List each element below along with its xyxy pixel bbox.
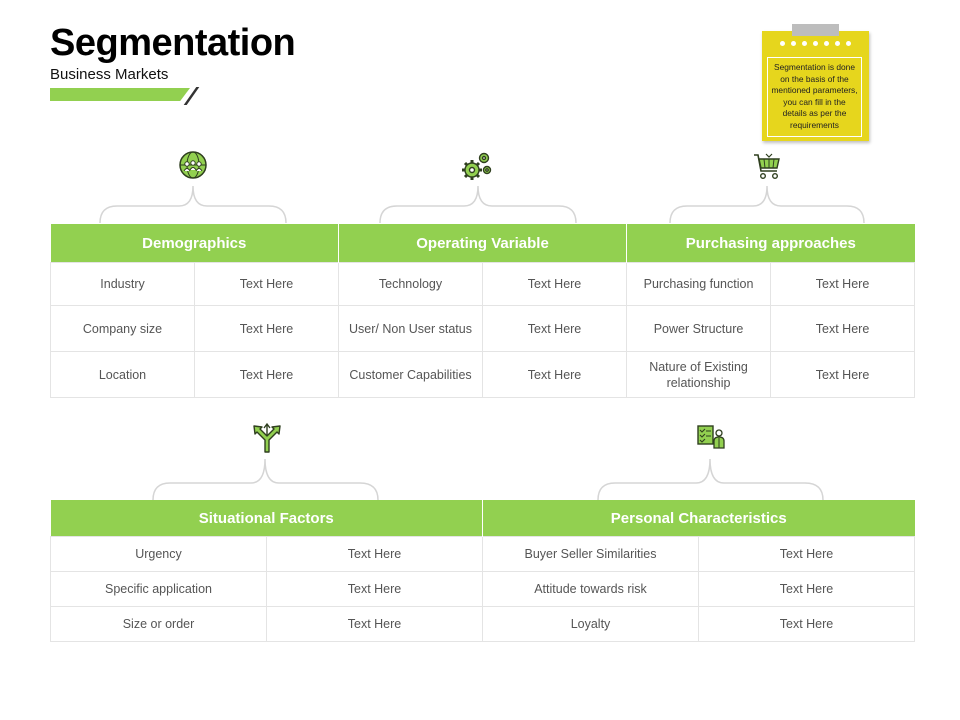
table-cell: Loyalty [483,607,699,642]
table-cell: Text Here [699,537,915,572]
header-personal-characteristics: Personal Characteristics [483,500,915,537]
table-cell: Industry [51,263,195,306]
table-header-row [51,224,915,263]
gears-icon [460,150,494,182]
table-row [51,537,915,572]
shopping-cart-icon [752,151,782,181]
sticky-note [762,31,869,141]
table-cell: Text Here [771,263,915,306]
note-tape [792,24,839,36]
table-cell: Text Here [483,352,627,398]
table-cell: Urgency [51,537,267,572]
table-cell: Text Here [267,572,483,607]
top-segmentation-table [50,224,915,398]
table-cell: Text Here [195,263,339,306]
table-cell: Company size [51,306,195,352]
situational-brace [152,455,382,501]
table-row [51,306,915,352]
table-cell: Customer Capabilities [339,352,483,398]
table-cell: Text Here [771,306,915,352]
table-cell: Text Here [195,352,339,398]
table-cell: Power Structure [627,306,771,352]
table-cell: Text Here [483,263,627,306]
table-cell: Size or order [51,607,267,642]
purchasing-brace [669,180,867,224]
header-situational-factors: Situational Factors [51,500,483,537]
header-purchasing-approaches: Purchasing approaches [627,224,915,263]
header-operating-variable: Operating Variable [339,224,627,263]
table-cell: Technology [339,263,483,306]
note-text: Segmentation is done on the basis of the mentioned parameters, you can fill in the details as per the requirements [767,57,862,137]
note-dots [766,41,865,46]
table-cell: Text Here [699,607,915,642]
operating-brace [379,180,579,224]
table-cell: Text Here [483,306,627,352]
table-cell: Specific application [51,572,267,607]
table-cell: Text Here [699,572,915,607]
people-globe-icon [178,150,208,180]
person-checklist-icon [696,424,726,450]
table-cell: Nature of Existing relationship [627,352,771,398]
accent-bar [50,88,190,101]
page-title: Segmentation [50,22,296,64]
table-cell: Text Here [267,607,483,642]
table-cell: Purchasing function [627,263,771,306]
bottom-segmentation-table [50,500,915,642]
demographics-brace [99,180,289,224]
table-cell: User/ Non User status [339,306,483,352]
personal-brace [597,455,827,501]
table-cell: Text Here [267,537,483,572]
table-cell: Text Here [771,352,915,398]
table-cell: Buyer Seller Similarities [483,537,699,572]
table-cell: Attitude towards risk [483,572,699,607]
table-cell: Text Here [195,306,339,352]
table-cell: Location [51,352,195,398]
split-arrows-icon [251,422,283,454]
table-header-row [51,500,915,537]
table-row [51,572,915,607]
header-demographics: Demographics [51,224,339,263]
table-row [51,607,915,642]
page-subtitle: Business Markets [50,66,169,83]
table-row [51,352,915,398]
table-row [51,263,915,306]
